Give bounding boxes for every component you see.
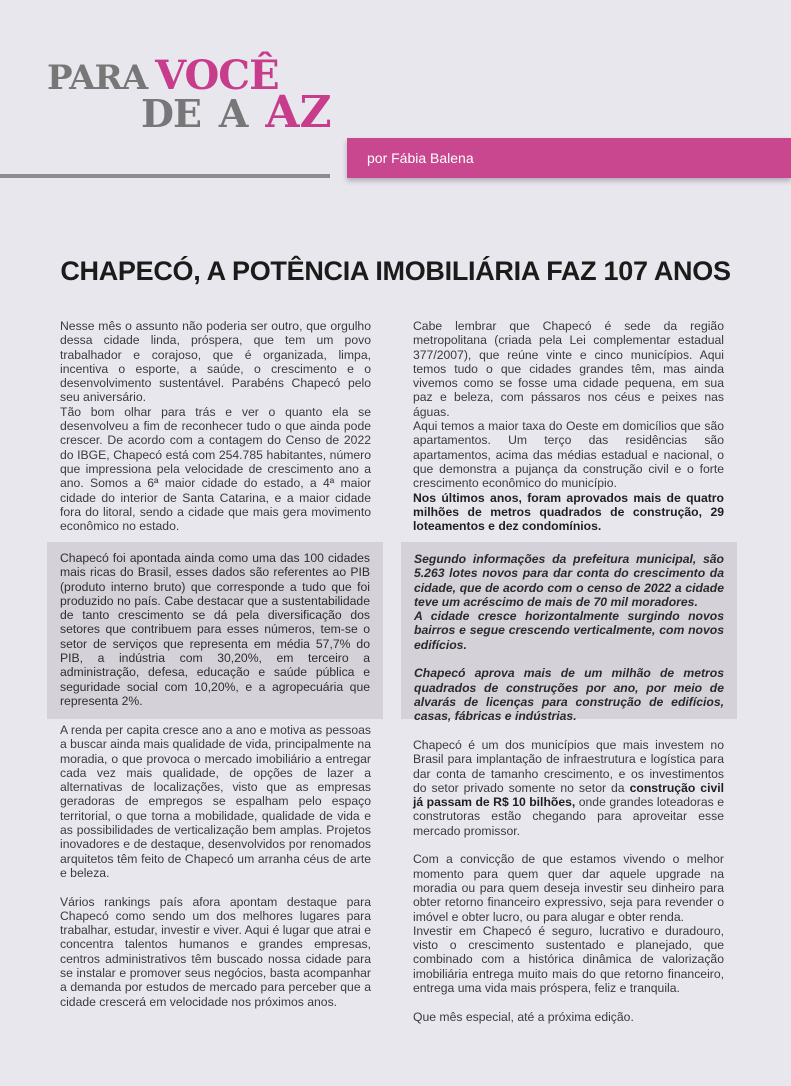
- author-byline: por Fábia Balena: [367, 150, 474, 166]
- paragraph: Vários rankings país afora apontam destaque para Chapecó como sendo um dos melhores lugares para trabalhar, estudar, investir e viver. Aqui é lugar que atrai e concentra talentos humanos e grandes empresas, centros administrativos têm buscado nossa cidade para se instalar e promover seus negócios, basta acompanhar a demanda por estudos de mercado para perceber que a cidade crescerá em velocidade nos próximos anos.: [60, 894, 371, 1009]
- paragraph: Chapecó é um dos municípios que mais investem no Brasil para implantação de infraestrutura e logística para dar conta de tamanho crescimento, e os investimentos do setor privado somente no setor da construção civil já passam de R$ 10 bilhões, onde grandes loteadoras e construtoras estão chegando para aproveitar esse mercado promissor.: [413, 738, 725, 838]
- column-left-bottom: [60, 723, 371, 1009]
- paragraph: Nesse mês o assunto não poderia ser outro, que orgulho dessa cidade linda, próspera, que tem um povo trabalhador e corajoso, que é organizada, limpa, incentiva o esporte, a saúde, o crescimento e o desenvolvimento sustentável. Parabéns Chapecó pelo seu aniversário.: [60, 319, 371, 405]
- paragraph: Com a convicção de que estamos vivendo o melhor momento para quem quer dar aquele upgrade na moradia ou para quem deseja investir seu dinheiro para obter retorno financeiro expressivo, seja para revender o imóvel e obter lucro, ou para alugar e obter renda.: [413, 852, 724, 924]
- header-divider: [0, 174, 330, 178]
- author-bar: [347, 138, 791, 178]
- logo-word-para: PARA: [47, 58, 148, 98]
- highlight-box-left: [47, 542, 383, 719]
- paragraph: Que mês especial, até a próxima edição.: [413, 1009, 634, 1024]
- paragraph: Aqui temos a maior taxa do Oeste em domicílios que são apartamentos. Um terço das residências são apartamentos, acima das médias estadual e nacional, o que demonstra a pujança da construção civil e o forte crescimento econômico do município.: [413, 419, 724, 491]
- paragraph: Tão bom olhar para trás e ver o quanto ela se desenvolveu a fim de reconhecer tudo o que ainda pode crescer. De acordo com a contagem do Censo de 2022 do IBGE, Chapecó está com 254.785 habitantes, número que impressiona pela velocidade de crescimento ano a ano. Somos a 6ª maior cidade do estado, a 4ª maior cidade do interior de Santa Catarina, e a maior cidade fora do litoral, sendo a cidade que mais gera movimento econômico no estado.: [60, 404, 371, 534]
- logo-word-az: AZ: [265, 87, 332, 138]
- paragraph: A cidade cresce horizontalmente surgindo novos bairros e segue crescendo verticalmente, com novos edifícios.: [414, 609, 724, 652]
- paragraph: Chapecó aprova mais de um milhão de metros quadrados de construções por ano, por meio de alvarás de licenças para construção de edifícios, casas, fábricas e indústrias.: [414, 666, 724, 724]
- column-right-bottom: [413, 738, 724, 1024]
- article-title: CHAPECÓ, A POTÊNCIA IMOBILIÁRIA FAZ 107 ANOS: [60, 256, 731, 287]
- logo-word-voce: VOCÊ: [155, 52, 279, 99]
- bold-phrase: construção civil já passam de R$ 10 bilhões,: [413, 780, 725, 810]
- paragraph: Cabe lembrar que Chapecó é sede da região metropolitana (criada pela Lei complementar estadual 377/2007), que reúne vinte e cinco municípios. Aqui temos tudo o que cidades grandes têm, mas ainda vivemos como se fosse uma cidade pequena, em sua paz e beleza, com pássaros nos céus e peixes nas águas.: [413, 319, 724, 419]
- paragraph: Investir em Chapecó é seguro, lucrativo e duradouro, visto o crescimento sustentado e planejado, que combinado com a histórica dinâmica de valorização imobiliária entrega muito mais do que retorno financeiro, entrega uma vida mais próspera, feliz e tranquila.: [413, 923, 724, 996]
- logo-word-de: DE: [141, 91, 201, 136]
- logo-word-a: A: [218, 91, 248, 136]
- paragraph: A renda per capita cresce ano a ano e motiva as pessoas a buscar ainda mais qualidade de vida, principalmente na moradia, o que provoca o mercado imobiliário a entregar cada vez mais qualidade, de opções de lazer a alternativas de localizações, visto que as empresas geradoras de empregos se espalham pelo espaço territorial, o que torna a mobilidade, qualidade de vida e as possibilidades de verticalização bem amplas. Projetos inovadores e de destaque, desenvolvidos por renomados arquitetos têm feito de Chapecó um arranha céus de arte e beleza.: [60, 723, 371, 880]
- paragraph: Chapecó foi apontada ainda como uma das 100 cidades mais ricas do Brasil, esses dados são referentes ao PIB (produto interno bruto) que corresponde a tudo que foi produzido no país. Cabe destacar que a sustentabilidade de tanto crescimento se dá pela diversificação dos setores que contribuem para esses números, tem-se o setor de serviços que representa em média 57,7% do PIB, a indústria com 30,20%, em terceiro a administração, defesa, educação e saúde pública e seguridade social com 10,20%, e a agropecuária que representa 2%.: [60, 551, 370, 708]
- column-left-top: [60, 319, 371, 533]
- column-right-top: [413, 319, 724, 533]
- highlight-paragraph: Nos últimos anos, foram aprovados mais de quatro milhões de metros quadrados de construção, 29 loteamentos e dez condomínios.: [413, 490, 724, 534]
- highlight-box-right: [401, 542, 737, 724]
- paragraph: Segundo informações da prefeitura municipal, são 5.263 lotes novos para dar conta do crescimento da cidade, que de acordo com o censo de 2022 a cidade teve um acréscimo de mais de 70 mil moradores.: [414, 552, 724, 609]
